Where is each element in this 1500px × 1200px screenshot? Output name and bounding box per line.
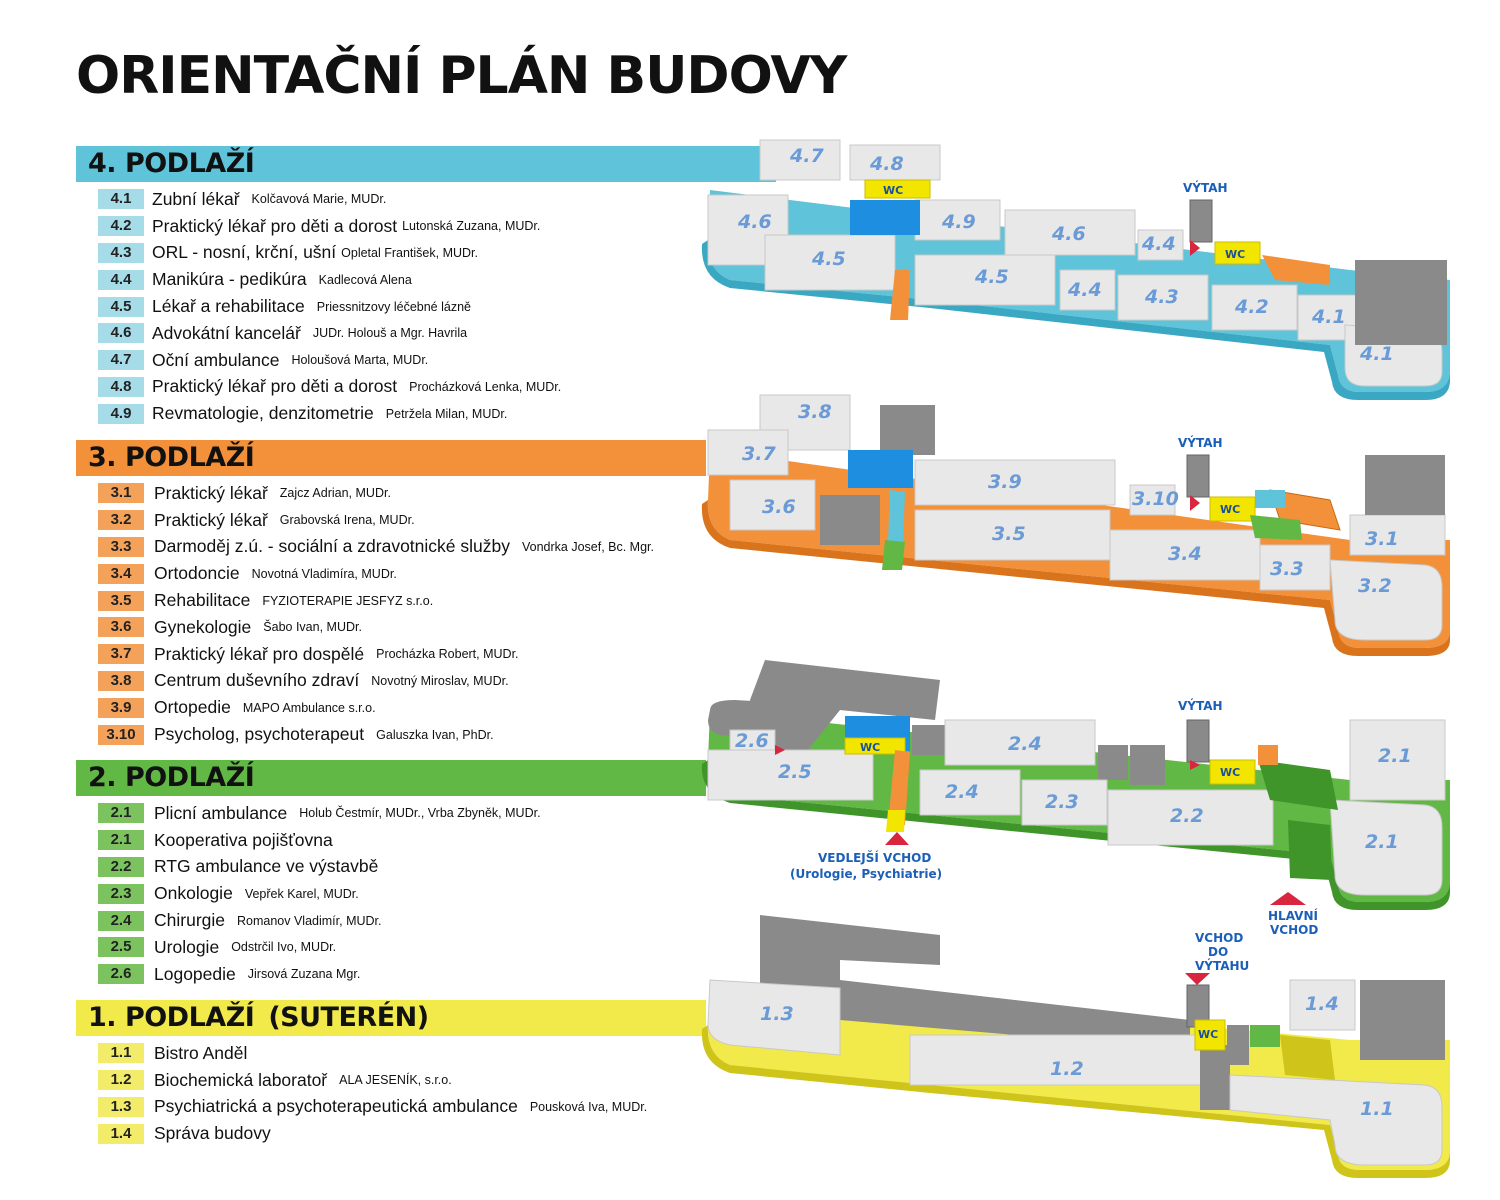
room-code-badge: 3.10 [98, 725, 144, 745]
entry-arrow [1270, 892, 1306, 905]
stairs [1280, 1035, 1335, 1080]
wc-label: WC [883, 184, 904, 197]
room-person: Romanov Vladimír, MUDr. [237, 913, 382, 928]
room-person: FYZIOTERAPIE JESFYZ s.r.o. [262, 593, 434, 608]
list-item [98, 587, 654, 614]
wall-block [1360, 980, 1445, 1060]
side-entrance-note: (Urologie, Psychiatrie) [790, 867, 943, 881]
room-code-badge: 2.1 [98, 803, 144, 823]
room-name: Zubní lékař [152, 188, 240, 209]
room-code-badge: 4.2 [98, 216, 144, 236]
list-item [98, 560, 654, 587]
floor-1-heading [76, 1000, 706, 1036]
room-name: Ortodoncie [154, 563, 240, 584]
room-person: Galuszka Ivan, PhDr. [376, 727, 494, 742]
room-label: 3.4 [1168, 543, 1202, 565]
room-label: 1.1 [1360, 1098, 1394, 1120]
room-label: 4.6 [738, 211, 772, 233]
list-item [98, 507, 654, 534]
room-code-badge: 4.9 [98, 404, 144, 424]
room-code-badge: 3.9 [98, 698, 144, 718]
room-person: ALA JESENÍK, s.r.o. [339, 1073, 452, 1088]
room-label: 2.6 [735, 730, 769, 752]
room-label: 2.5 [778, 761, 812, 783]
room-person: Vepřek Karel, MUDr. [244, 886, 359, 901]
list-item [98, 694, 654, 721]
room-code-badge: 2.4 [98, 911, 144, 931]
floor-3-heading [76, 440, 706, 476]
room-name: Oční ambulance [152, 349, 280, 370]
room-name: Psycholog, psychoterapeut [154, 724, 365, 745]
room-code-badge: 2.2 [98, 857, 144, 877]
entry-arrow [1185, 973, 1210, 985]
list-item [98, 347, 561, 374]
list-item [98, 320, 561, 347]
room-name: Lékař a rehabilitace [152, 296, 305, 317]
side-entrance-label: VEDLEJŠÍ VCHOD [818, 851, 932, 865]
elevator-shaft [1187, 720, 1209, 762]
room-person: Kolčavová Marie, MUDr. [251, 192, 387, 207]
room-label: 2.1 [1378, 745, 1412, 767]
room-person: Odstrčil Ivo, MUDr. [231, 940, 337, 955]
floor-2-plan [702, 660, 1450, 937]
room-name: Bistro Anděl [154, 1042, 248, 1063]
room-label: 1.2 [1050, 1058, 1084, 1080]
elevator-label: VÝTAH [1183, 181, 1228, 195]
list-item [98, 668, 654, 695]
room-person: Lutonská Zuzana, MUDr. [402, 219, 541, 234]
room-block [1330, 560, 1442, 640]
room-code-badge: 3.2 [98, 510, 144, 530]
floor-2-heading [76, 760, 706, 796]
list-item [98, 907, 541, 934]
list-item [98, 186, 561, 213]
elevator-shaft [1190, 200, 1212, 242]
list-item [98, 961, 541, 988]
wc-label: WC [1220, 503, 1241, 516]
room-person: Kadlecová Alena [318, 272, 412, 287]
room-name: Praktický lékař pro dospělé [154, 643, 365, 664]
room-label: 4.4 [1142, 233, 1176, 255]
wc-label: WC [1225, 248, 1246, 261]
wc-label: WC [1220, 766, 1241, 779]
room-person: Vondrka Josef, Bc. Mgr. [521, 539, 654, 554]
room-name: Darmoděj z.ú. - sociální a zdravotnické služby [154, 536, 510, 557]
stairs [1288, 820, 1332, 880]
wall-block [880, 405, 935, 455]
list-item [98, 1094, 647, 1121]
room-label: 3.3 [1270, 558, 1304, 580]
room-label: 3.1 [1365, 528, 1399, 550]
room-name: Rehabilitace [154, 590, 251, 611]
wall-block [1130, 745, 1165, 785]
floor-4-heading [76, 146, 776, 182]
elevator-label: VÝTAH [1178, 436, 1223, 450]
room-label: 4.8 [870, 153, 904, 175]
wc-label: WC [860, 741, 881, 754]
room-label: 4.6 [1052, 223, 1086, 245]
room-person: Novotný Miroslav, MUDr. [371, 673, 509, 688]
room-name: Ortopedie [154, 697, 231, 718]
room-name: Plicní ambulance [154, 802, 288, 823]
wall-block [1227, 1025, 1249, 1065]
wall-block [1355, 260, 1447, 345]
floor-2-heading-text: 2. PODLAŽÍ [88, 762, 255, 793]
room-name: Praktický lékař [154, 482, 268, 503]
wall-block [1098, 745, 1128, 780]
room-person: JUDr. Holouš a Mgr. Havrila [312, 326, 468, 341]
entry-arrow [885, 832, 909, 845]
room-code-badge: 2.3 [98, 884, 144, 904]
room-person: Jirsová Zuzana Mgr. [247, 967, 361, 982]
elevator-label: VÝTAH [1178, 699, 1223, 713]
room-name: Kooperativa pojišťovna [154, 829, 333, 850]
room-label: 4.1 [1360, 343, 1394, 365]
room-code-badge: 1.4 [98, 1124, 144, 1144]
room-label: 4.5 [812, 248, 846, 270]
room-name: Praktický lékař pro děti a dorost [152, 376, 398, 397]
list-item [98, 213, 561, 240]
blue-room [1255, 490, 1285, 508]
room-person: Grabovská Irena, MUDr. [279, 513, 415, 528]
elevator-entrance-label: VÝTAHU [1195, 959, 1250, 973]
room-code-badge: 1.2 [98, 1070, 144, 1090]
room-label: 2.2 [1170, 805, 1204, 827]
floor-4-plan [702, 140, 1450, 400]
room-code-badge: 3.4 [98, 564, 144, 584]
list-item [98, 1040, 647, 1067]
blue-room [850, 200, 920, 235]
room-person: Procházka Robert, MUDr. [376, 647, 519, 662]
room-code-badge: 3.8 [98, 671, 144, 691]
room-person: Petržela Milan, MUDr. [385, 406, 508, 421]
room-code-badge: 1.3 [98, 1097, 144, 1117]
room-name: RTG ambulance ve výstavbě [154, 856, 379, 877]
room-label: 3.6 [762, 496, 796, 518]
room-name: Logopedie [154, 963, 236, 984]
room-label: 3.7 [742, 443, 776, 465]
room-name: Praktický lékař pro děti a dorost [152, 215, 398, 236]
blue-room [848, 450, 913, 488]
room-name: Gynekologie [154, 616, 252, 637]
room-code-badge: 4.8 [98, 377, 144, 397]
room-label: 4.7 [790, 145, 824, 167]
room-code-badge: 3.6 [98, 617, 144, 637]
elevator-entrance-label: DO [1208, 945, 1229, 959]
room-label: 3.10 [1132, 488, 1179, 510]
room-label: 4.4 [1068, 279, 1102, 301]
floor-3-heading-text: 3. PODLAŽÍ [88, 442, 255, 473]
room-code-badge: 1.1 [98, 1043, 144, 1063]
room-name: Biochemická laboratoř [154, 1069, 328, 1090]
room-person: Šabo Ivan, MUDr. [263, 620, 362, 635]
room-name: ORL - nosní, krční, ušní [152, 242, 337, 263]
room-code-badge: 4.1 [98, 189, 144, 209]
list-item [98, 534, 654, 561]
room-person: Novotná Vladimíra, MUDr. [251, 566, 397, 581]
list-item [98, 880, 541, 907]
room-label: 3.5 [992, 523, 1026, 545]
room-code-badge: 4.3 [98, 243, 144, 263]
room-name: Urologie [154, 936, 220, 957]
room-code-badge: 2.5 [98, 937, 144, 957]
room-label: 2.4 [945, 781, 979, 803]
room-label: 4.5 [975, 266, 1009, 288]
main-entrance-label: VCHOD [1270, 923, 1319, 937]
floor-2-room-list [98, 800, 541, 988]
room-label: 2.4 [1008, 733, 1042, 755]
room-person: MAPO Ambulance s.r.o. [242, 700, 376, 715]
room-person: Pousková Iva, MUDr. [529, 1099, 648, 1114]
room-code-badge: 3.7 [98, 644, 144, 664]
floor-3-plan [702, 395, 1450, 656]
list-item [98, 854, 541, 881]
room-person: Holoušová Marta, MUDr. [291, 353, 429, 368]
stairs [886, 810, 905, 832]
room-label: 2.3 [1045, 791, 1079, 813]
room-name: Advokátní kancelář [152, 322, 301, 343]
list-item [98, 827, 541, 854]
room-label: 3.2 [1358, 575, 1392, 597]
room-name: Psychiatrická a psychoterapeutická ambulance [154, 1096, 518, 1117]
room-label: 2.1 [1365, 831, 1399, 853]
room-name: Chirurgie [154, 910, 225, 931]
room-label: 4.1 [1312, 306, 1346, 328]
room-person: Opletal František, MUDr. [341, 245, 478, 260]
floor-3-room-list [98, 480, 654, 748]
wall-block [1365, 455, 1445, 515]
list-item [98, 480, 654, 507]
building-map [690, 120, 1480, 1190]
floor-1-room-list [98, 1040, 647, 1147]
room-label: 4.3 [1145, 286, 1179, 308]
room-name: Revmatologie, denzitometrie [152, 403, 374, 424]
list-item [98, 240, 561, 267]
floor-1-plan [702, 915, 1450, 1178]
stairs [882, 540, 905, 570]
room-code-badge: 2.1 [98, 830, 144, 850]
room-label: 3.9 [988, 471, 1022, 493]
list-item [98, 614, 654, 641]
list-item [98, 293, 561, 320]
room-label: 4.2 [1235, 296, 1269, 318]
list-item [98, 400, 561, 427]
wall-block [820, 495, 880, 545]
list-item [98, 374, 561, 401]
room-label: 3.8 [798, 401, 832, 423]
room-name: Onkologie [154, 883, 233, 904]
list-item [98, 266, 561, 293]
room-code-badge: 3.3 [98, 537, 144, 557]
room-code-badge: 4.6 [98, 323, 144, 343]
page-title: ORIENTAČNÍ PLÁN BUDOVY [76, 46, 847, 106]
floor-1-heading-text: 1. PODLAŽÍ [88, 1002, 255, 1033]
room-label: 1.3 [760, 1003, 794, 1025]
list-item [98, 800, 541, 827]
room-code-badge: 2.6 [98, 964, 144, 984]
room-label: 4.9 [942, 211, 976, 233]
room-code-badge: 4.4 [98, 270, 144, 290]
room-person: Priessnitzovy léčebné lázně [316, 299, 471, 314]
elevator-shaft [1187, 455, 1209, 497]
room-code-badge: 3.5 [98, 591, 144, 611]
room-code-badge: 4.7 [98, 350, 144, 370]
room-person: Procházková Lenka, MUDr. [409, 379, 562, 394]
room-name: Praktický lékař [154, 509, 268, 530]
main-entrance-label: HLAVNÍ [1268, 909, 1318, 923]
list-item [98, 641, 654, 668]
room-person: Holub Čestmír, MUDr., Vrba Zbyněk, MUDr. [299, 806, 541, 821]
wall-block [1200, 1045, 1230, 1110]
floor-4-room-list [98, 186, 561, 427]
room-label: 1.4 [1305, 993, 1339, 1015]
room-name: Centrum duševního zdraví [154, 670, 360, 691]
list-item [98, 721, 654, 748]
room-name: Správa budovy [154, 1123, 271, 1144]
elevator-entrance-label: VCHOD [1195, 931, 1244, 945]
list-item [98, 934, 541, 961]
room-code-badge: 3.1 [98, 483, 144, 503]
floor-1-heading-suffix: (SUTERÉN) [268, 1002, 429, 1033]
room-code-badge: 4.5 [98, 297, 144, 317]
floor-4-heading-text: 4. PODLAŽÍ [88, 148, 255, 179]
room-person: Zajcz Adrian, MUDr. [279, 486, 391, 501]
stairs [1250, 1025, 1280, 1047]
wc-label: WC [1198, 1028, 1219, 1041]
stairs [1258, 745, 1278, 765]
room-name: Manikúra - pedikúra [152, 269, 307, 290]
list-item [98, 1120, 647, 1147]
list-item [98, 1067, 647, 1094]
